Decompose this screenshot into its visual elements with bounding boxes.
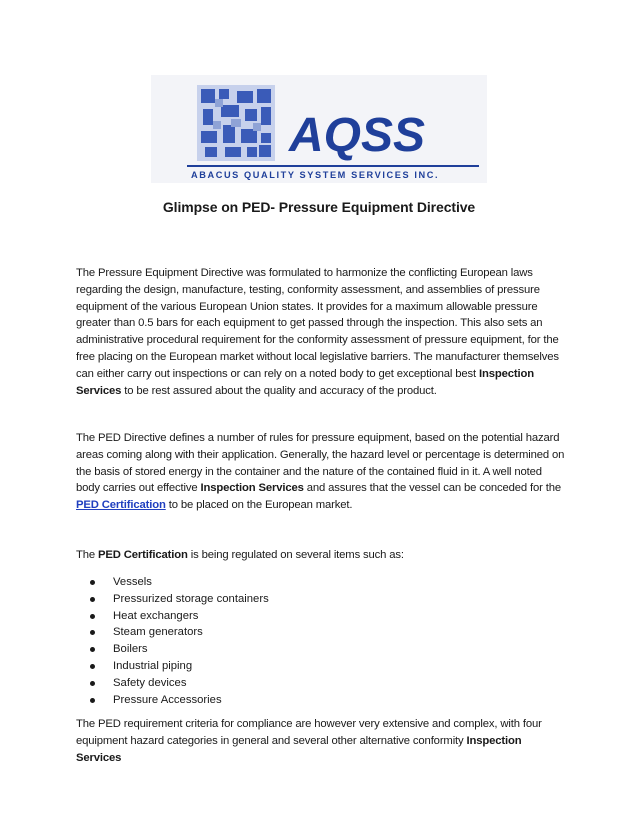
bold-term: PED Certification <box>98 549 188 561</box>
paragraph-items-intro: The PED Certification is being regulated on several items such as: <box>76 549 404 561</box>
company-logo <box>151 75 487 183</box>
bullet-icon <box>90 664 95 669</box>
bold-term: Inspection Services <box>200 482 304 495</box>
logo-tagline: ABACUS QUALITY SYSTEM SERVICES INC. <box>191 170 440 180</box>
equipment-list <box>76 574 269 708</box>
list-item: Boilers <box>76 641 269 658</box>
list-item: Vessels <box>76 574 269 591</box>
bullet-icon <box>90 681 95 686</box>
bold-term: Inspection Services <box>76 734 522 764</box>
bullet-icon <box>90 698 95 703</box>
list-item: Pressurized storage containers <box>76 591 269 608</box>
paragraph-compliance: The PED requirement criteria for compliance are however very extensive and complex, with four equipment hazard categories in general and several other alternative conformity Inspection Services <box>76 718 542 764</box>
bullet-icon <box>90 580 95 585</box>
list-item: Pressure Accessories <box>76 692 269 709</box>
bullet-icon <box>90 614 95 619</box>
logo-wordmark: AQSS <box>289 109 426 162</box>
bullet-icon <box>90 647 95 652</box>
list-item: Steam generators <box>76 624 269 641</box>
document-title: Glimpse on PED- Pressure Equipment Directive <box>162 199 476 215</box>
list-item: Industrial piping <box>76 658 269 675</box>
bullet-icon <box>90 630 95 635</box>
bold-term: Inspection Services <box>76 367 534 397</box>
paragraph-directive: The PED Directive defines a number of rules for pressure equipment, based on the potential hazard areas coming along with their application. Generally, the hazard level or percentage is determined on the basis of stored energy in the container and the nature of the contained fluid in it. A well noted body carries out effective Inspection Services and assures that the vessel can be conceded for the PED Certification to be placed on the European market. <box>76 432 565 512</box>
bullet-icon <box>90 597 95 602</box>
ped-certification-link[interactable]: PED Certification <box>76 499 166 512</box>
logo-emblem <box>197 85 275 161</box>
list-item: Heat exchangers <box>76 608 269 625</box>
paragraph-intro: The Pressure Equipment Directive was formulated to harmonize the conflicting European laws regarding the design, manufacture, testing, conformity assessment, and assemblies of pressure equipment of the various European Union states. It provides for a maximum allowable pressure greater than 0.5 bars for each equipment to get passed through the inspection. This also sets an administrative procedural requirement for the conformity assessment of pressure equipment, for the free placing on the European market without local legislative barriers. The manufacturer themselves can either carry out inspections or can rely on a noted body to get exceptional best Inspection Services to be rest assured about the quality and accuracy of the product. <box>76 267 559 397</box>
list-item: Safety devices <box>76 675 269 692</box>
